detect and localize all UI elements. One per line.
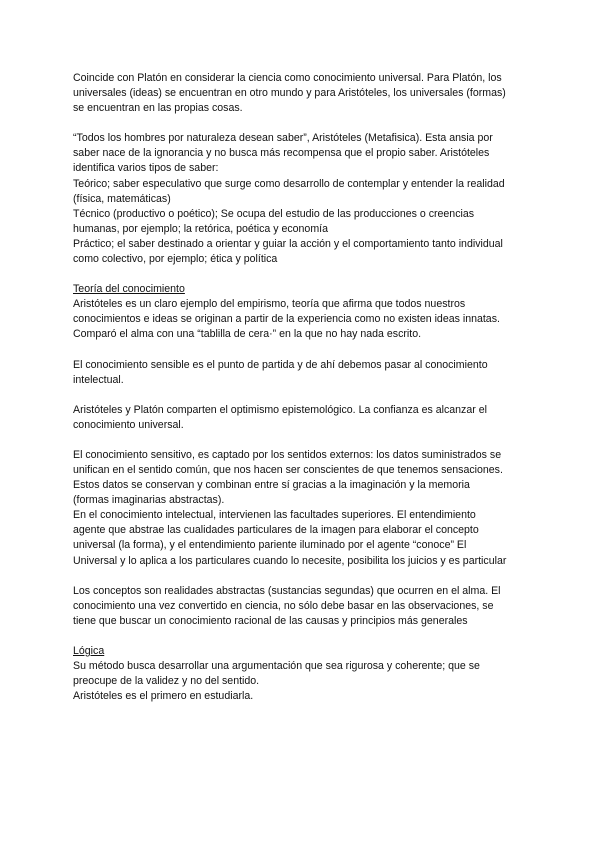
logic-paragraph: Su método busca desarrollar una argumentación que sea rigurosa y coherente; que se preocupe de la validez y no del sentido. Aristóteles es el primero en estudiarla.: [73, 660, 480, 703]
spacer: [73, 629, 533, 644]
section-heading-theory-of-knowledge: Teoría del conocimiento: [73, 283, 185, 296]
spacer: [73, 433, 533, 448]
spacer: [73, 343, 533, 358]
sensitive-intellectual-knowledge-paragraph: El conocimiento sensitivo, es captado por los sentidos externos: los datos suministrados se unifican en el sentido común, que nos hacen ser conscientes de que tenemos sensaciones. Estos datos se conservan y combinan entre sí gracias a la imaginación y la memoria (formas imaginarias abstractas). En el conocimiento intelectual, intervienen las facultades superiores. El entendimiento agente que abstrae las cualidades particulares de la imagen para elaborar el concepto universal (la forma), y el entendimiento pariente iluminado por el agente “conoce” El Universal y lo aplica a los particulares cuando lo necesite, posibilita los juicios y es particular: [73, 448, 507, 567]
sensible-knowledge-paragraph: El conocimiento sensible es el punto de partida y de ahí debemos pasar al conocimiento intelectual.: [73, 358, 488, 386]
spacer: [73, 388, 533, 403]
section-heading-logic: Lógica: [73, 644, 105, 657]
epistemological-optimism-paragraph: Aristóteles y Platón comparten el optimismo epistemológico. La confianza es alcanzar el conocimiento universal.: [73, 403, 487, 431]
spacer: [73, 116, 533, 131]
types-of-knowledge-paragraph: “Todos los hombres por naturaleza desean saber”, Aristóteles (Metafisica). Esta ansia por saber nace de la ignorancia y no busca más recompensa que el propio saber. Aristóteles identifica varios tipos de saber: Teórico; saber especulativo que surge como desarrollo de contemplar y entender la realidad (física, matemáticas) Técnico (productivo o poético); Se ocupa del estudio de las producciones o creencias humanas, por ejemplo; la retórica, poética y economía Práctico; el saber destinado a orientar y guiar la acción y el comportamiento tanto individual como colectivo, por ejemplo; ética y política: [73, 132, 505, 266]
intro-paragraph: Coincide con Platón en considerar la ciencia como conocimiento universal. Para Platón, los universales (ideas) se encuentran en otro mundo y para Aristóteles, los universales (formas) se encuentran en las propias cosas.: [73, 72, 506, 115]
spacer: [73, 569, 533, 584]
spacer: [73, 267, 533, 282]
document-page: [73, 71, 533, 704]
concepts-paragraph: Los conceptos son realidades abstractas (sustancias segundas) que ocurren en el alma. El conocimiento una vez convertido en ciencia, no sólo debe basar en las observaciones, se tiene que buscar un conocimiento racional de las causas y principios más generales: [73, 584, 501, 627]
empiricism-paragraph: Aristóteles es un claro ejemplo del empirismo, teoría que afirma que todos nuestros conocimientos e ideas se originan a partir de la experiencia como no existen ideas innatas. Comparó el alma con una “tablilla de cera·” en la que no hay nada escrito.: [73, 298, 500, 341]
